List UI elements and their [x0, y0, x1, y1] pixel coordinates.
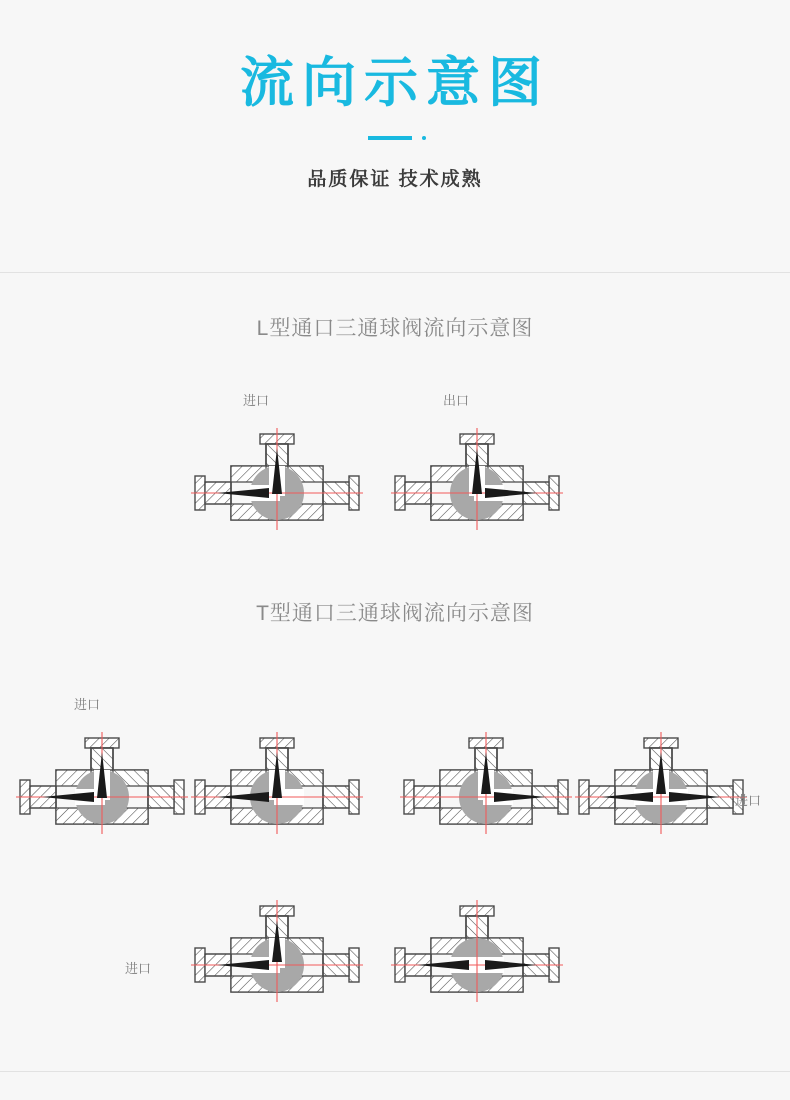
valve-figure-t2 — [191, 722, 363, 842]
valve-diagram-t2 — [191, 722, 363, 842]
valve-diagram-t1 — [16, 722, 188, 842]
section-title-t-type: T型通口三通球阀流向示意图 — [256, 602, 534, 625]
valve-diagram-t5 — [191, 890, 363, 1010]
port-label-outlet-l2: 出口 — [443, 393, 470, 408]
title-divider — [360, 132, 430, 142]
valve-figure-l2 — [391, 393, 563, 538]
page-subtitle: 品质保证 技术成熟 — [307, 169, 483, 191]
valve-figure-l1 — [191, 393, 363, 538]
valve-diagram-l1 — [191, 418, 363, 538]
footer-divider-rule — [0, 1071, 790, 1072]
valve-figure-t5 — [125, 890, 363, 1010]
valve-figure-t4 — [575, 722, 762, 842]
port-label-inlet-t5: 进口 — [125, 961, 152, 976]
valve-figure-t1 — [16, 697, 188, 842]
valve-diagram-t4 — [575, 722, 747, 842]
divider-dot — [422, 136, 426, 140]
page-header — [0, 0, 790, 191]
valve-figure-t3 — [400, 722, 572, 842]
port-label-inlet-l1: 进口 — [243, 393, 270, 408]
valve-figure-t6 — [391, 890, 563, 1010]
valve-diagram-t3 — [400, 722, 572, 842]
valve-diagram-t6 — [391, 890, 563, 1010]
divider-bar — [368, 136, 412, 140]
section-title-l-type: L型通口三通球阀流向示意图 — [256, 317, 534, 340]
header-divider-rule — [0, 272, 790, 273]
page-title: 流向示意图 — [240, 53, 550, 113]
port-label-inlet-t4: 进口 — [735, 793, 762, 808]
port-label-inlet-t1: 进口 — [74, 697, 101, 712]
valve-diagram-l2 — [391, 418, 563, 538]
